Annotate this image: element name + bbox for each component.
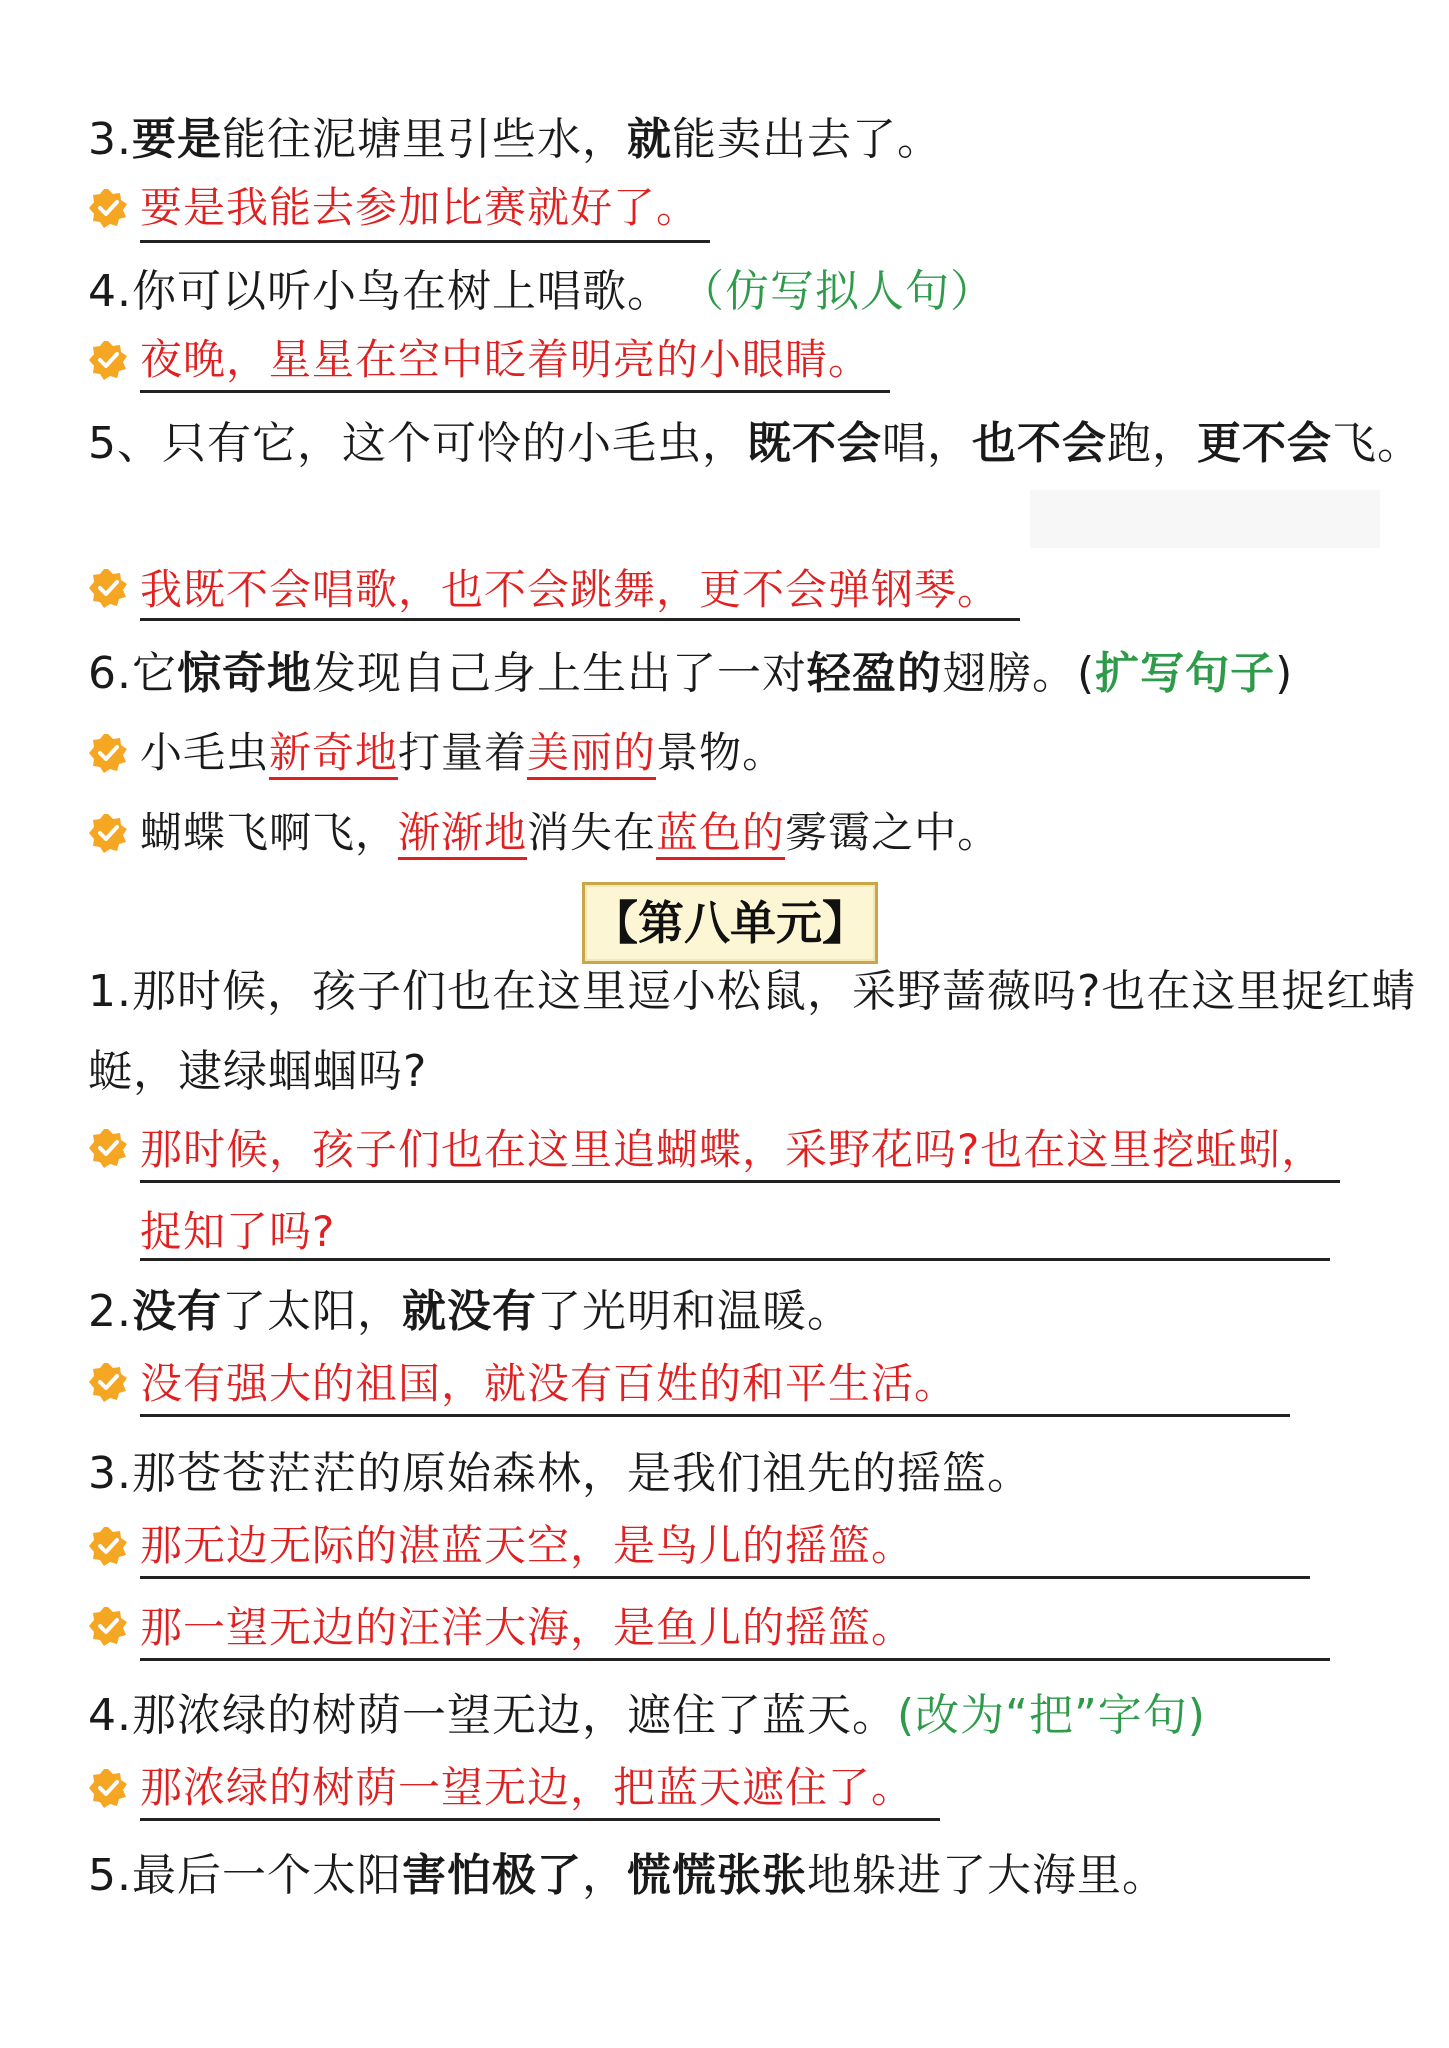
answer-underline (140, 618, 1020, 621)
answer-underline (140, 1180, 1340, 1183)
text: 了光明和温暖。 (536, 1286, 852, 1337)
text: 翅膀。( (941, 648, 1096, 699)
example-4: 夜晚，星星在空中眨着明亮的小眼睛。 (140, 335, 872, 384)
text: 蝴蝶飞啊飞， (140, 808, 399, 857)
text: 4.你可以听小鸟在树上唱歌。 (88, 266, 672, 317)
unit-title: 【第八单元】 (582, 882, 878, 964)
filled-answer: 蓝色的 (656, 808, 785, 860)
sentence-3 (88, 110, 1409, 170)
u8-sentence-4 (88, 1686, 1409, 1746)
text: 发现自己身上生出了一对 (311, 648, 807, 699)
example-3: 要是我能去参加比赛就好了。 (140, 183, 700, 232)
check-badge-icon (88, 1362, 128, 1402)
u8-sentence-1-cont: 蜓，逮绿蝈蝈吗? (88, 1046, 428, 1097)
u8-sentence-1: 1.那时候，孩子们也在这里逗小松鼠，采野蔷薇吗?也在这里捉红蜻 (88, 966, 1417, 1017)
text: 飞。 (1332, 418, 1422, 469)
answer-underline (140, 1818, 940, 1821)
sentence-4 (88, 262, 1409, 322)
text: 4.那浓绿的树荫一望无边，遮住了蓝天。 (88, 1690, 897, 1741)
u8-example-4: 那浓绿的树荫一望无边，把蓝天遮住了。 (140, 1763, 915, 1812)
u8-example-1-cont: 捉知了吗? (140, 1207, 336, 1256)
u8-sentence-3: 3.那苍苍茫茫的原始森林，是我们祖先的摇篮。 (88, 1448, 1032, 1499)
check-badge-icon (88, 1128, 128, 1168)
check-badge-icon (88, 733, 128, 773)
check-badge-icon (88, 340, 128, 380)
u8-example-3b: 那一望无边的汪洋大海，是鱼儿的摇篮。 (140, 1603, 915, 1652)
bold-text: 要是 (131, 114, 222, 165)
instruction-note: （仿写拟人句） (701, 266, 995, 317)
u8-example-3a: 那无边无际的湛蓝天空，是鸟儿的摇篮。 (140, 1521, 915, 1570)
bold-text: 更不会 (1197, 418, 1332, 469)
bold-text: 害怕极了 (401, 1850, 582, 1901)
text: ) (1275, 648, 1294, 699)
answer-underline (140, 1414, 1290, 1417)
answer-underline (140, 240, 710, 243)
check-badge-icon (88, 188, 128, 228)
text: ， (581, 1850, 627, 1901)
check-badge-icon (88, 568, 128, 608)
text: 地躲进了大海里。 (806, 1850, 1167, 1901)
bold-text: 既不会 (747, 418, 882, 469)
blank-patch (1030, 490, 1380, 548)
bold-text: 没有 (131, 1286, 222, 1337)
instruction-note: (改为“把”字句) (896, 1690, 1206, 1741)
text: 跑， (1107, 418, 1197, 469)
example-6a (140, 725, 785, 785)
text: 唱， (882, 418, 972, 469)
text: 5.最后一个太阳 (88, 1850, 402, 1901)
text: 打量着 (398, 728, 528, 777)
sentence-6 (88, 644, 1409, 704)
answer-underline (140, 1258, 1330, 1261)
text: 3. (88, 114, 132, 165)
filled-answer: 新奇地 (269, 728, 398, 780)
instruction-note: 扩写句子 (1095, 648, 1276, 699)
text: 6.它 (88, 648, 177, 699)
text: 了太阳， (221, 1286, 402, 1337)
bold-text: 惊奇地 (176, 648, 312, 699)
text: 景物。 (656, 728, 786, 777)
filled-answer: 美丽的 (527, 728, 656, 780)
text: 2. (88, 1286, 132, 1337)
check-badge-icon (88, 1768, 128, 1808)
example-6b (140, 805, 1000, 865)
bold-text: 就没有 (401, 1286, 537, 1337)
text: 能卖出去了。 (671, 114, 942, 165)
text: 小毛虫 (140, 728, 270, 777)
u8-sentence-5 (88, 1846, 1409, 1906)
filled-answer: 渐渐地 (398, 808, 527, 860)
bold-text: 就 (626, 114, 672, 165)
check-badge-icon (88, 813, 128, 853)
check-badge-icon (88, 1606, 128, 1646)
example-5: 我既不会唱歌，也不会跳舞，更不会弹钢琴。 (140, 565, 1001, 614)
u8-example-2: 没有强大的祖国，就没有百姓的和平生活。 (140, 1359, 958, 1408)
answer-underline (140, 1658, 1330, 1661)
answer-underline (140, 390, 890, 393)
answer-underline (140, 1576, 1310, 1579)
text: 消失在 (527, 808, 657, 857)
text: 雾霭之中。 (785, 808, 1001, 857)
sentence-5 (88, 414, 1422, 474)
bold-text: 慌慌张张 (626, 1850, 807, 1901)
bold-text: 轻盈的 (806, 648, 942, 699)
u8-example-1: 那时候，孩子们也在这里追蝴蝶，采野花吗?也在这里挖蚯蚓， (140, 1125, 1325, 1174)
text: 能往泥塘里引些水， (221, 114, 627, 165)
bold-text: 也不会 (972, 418, 1107, 469)
u8-sentence-2 (88, 1282, 1409, 1342)
text: 5、只有它，这个可怜的小毛虫， (88, 418, 747, 469)
check-badge-icon (88, 1526, 128, 1566)
